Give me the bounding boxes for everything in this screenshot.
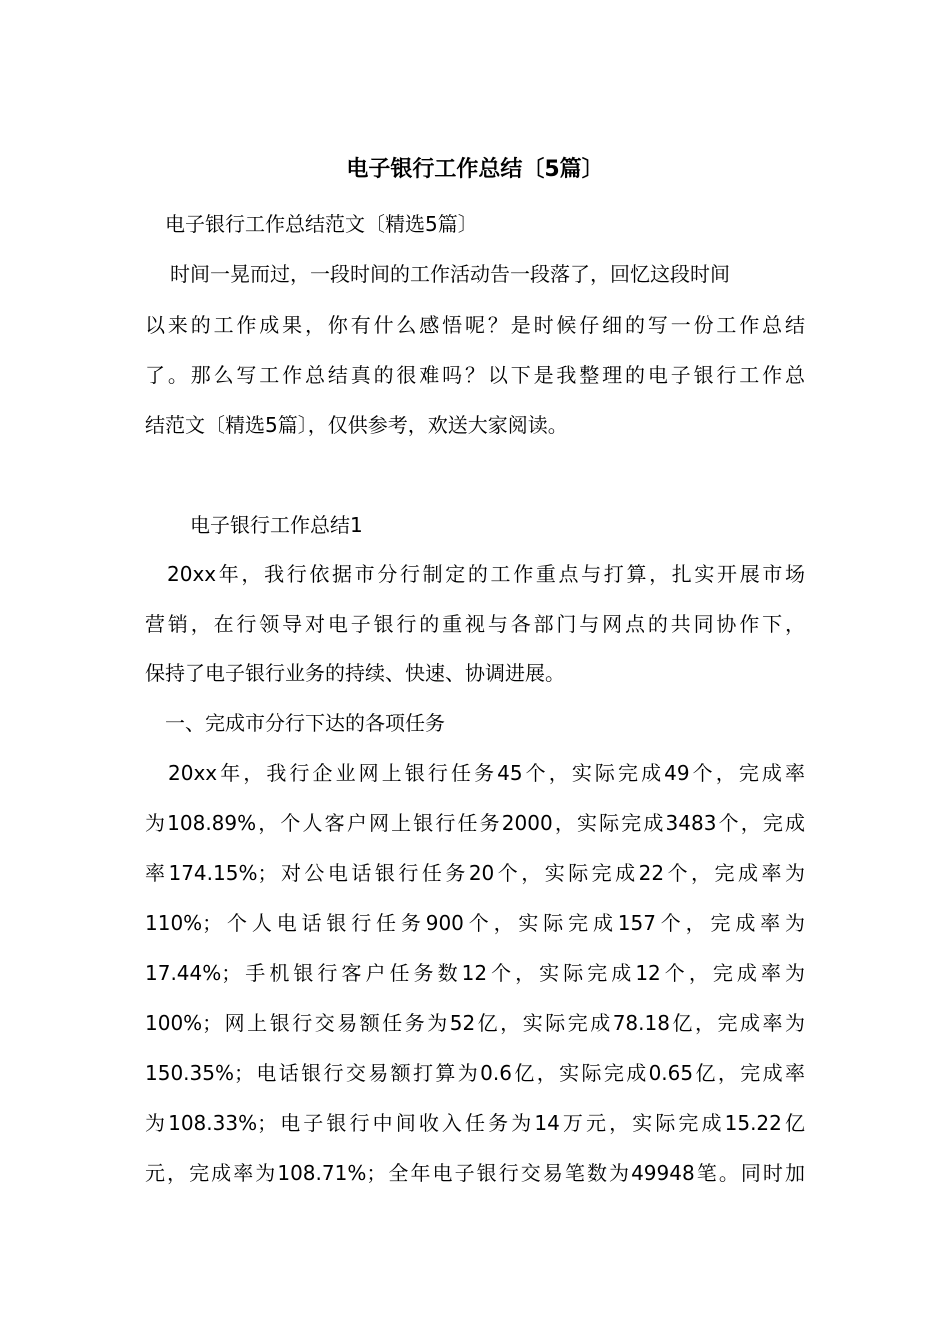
intro-line: 以来的工作成果，你有什么感悟呢？是时候仔细的写一份工作总结	[145, 313, 805, 337]
paragraph-line: 保持了电子银行业务的持续、快速、协调进展。	[145, 661, 565, 685]
paragraph-line: 为108.89%，个人客户网上银行任务2000，实际完成3483个，完成	[145, 811, 805, 835]
intro-line: 结范文〔精选5篇〕，仅供参考，欢送大家阅读。	[145, 413, 568, 437]
document-title: 电子银行工作总结〔5篇〕	[346, 157, 604, 182]
paragraph-line: 20xx年，我行依据市分行制定的工作重点与打算，扎实开展市场	[167, 562, 805, 586]
paragraph-line: 100%；网上银行交易额任务为52亿，实际完成78.18亿，完成率为	[145, 1011, 805, 1035]
document-subtitle: 电子银行工作总结范文〔精选5篇〕	[165, 212, 478, 236]
paragraph-line: 元，完成率为108.71%；全年电子银行交易笔数为49948笔。同时加	[145, 1161, 805, 1185]
intro-line: 时间一晃而过，一段时间的工作活动告一段落了，回忆这段时间	[170, 262, 730, 286]
paragraph-line: 营销，在行领导对电子银行的重视与各部门与网点的共同协作下，	[145, 612, 805, 636]
paragraph-line: 率174.15%；对公电话银行任务20个，实际完成22个，完成率为	[145, 861, 805, 885]
intro-line: 了。那么写工作总结真的很难吗？以下是我整理的电子银行工作总	[145, 363, 805, 387]
subheading: 一、完成市分行下达的各项任务	[165, 711, 445, 735]
paragraph-line: 110%；个人电话银行任务900个，实际完成157个，完成率为	[145, 911, 805, 935]
section-heading: 电子银行工作总结1	[190, 513, 363, 537]
paragraph-line: 20xx年，我行企业网上银行任务45个，实际完成49个，完成率	[168, 761, 805, 785]
paragraph-line: 150.35%；电话银行交易额打算为0.6亿，实际完成0.65亿，完成率	[145, 1061, 805, 1085]
paragraph-line: 17.44%；手机银行客户任务数12个，实际完成12个，完成率为	[145, 961, 805, 985]
paragraph-line: 为108.33%；电子银行中间收入任务为14万元，实际完成15.22亿	[145, 1111, 805, 1135]
